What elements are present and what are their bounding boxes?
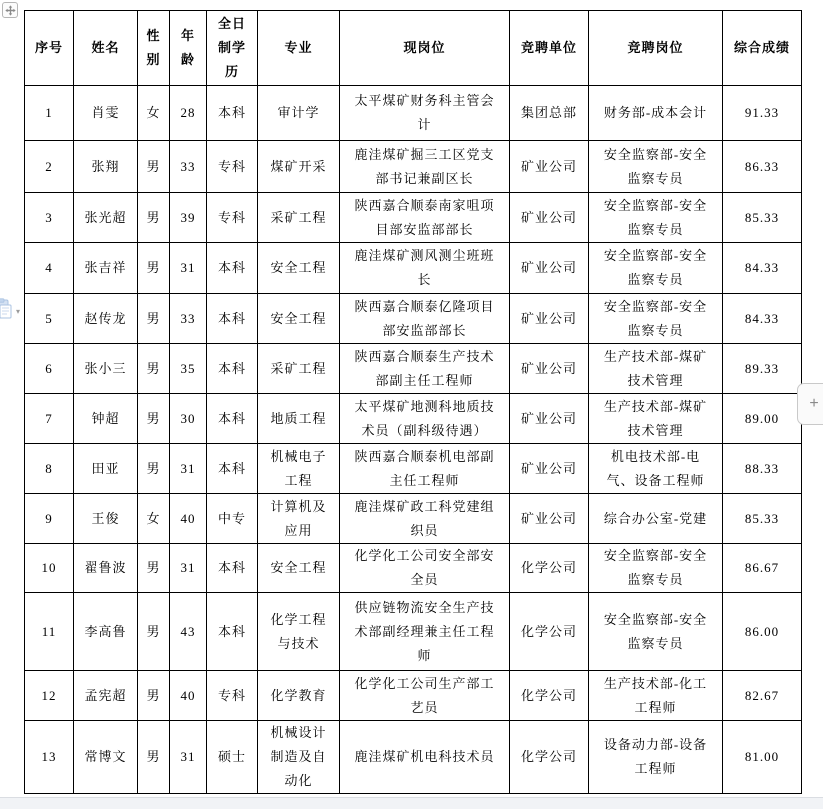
column-header: 专业: [258, 11, 340, 86]
table-cell[interactable]: 陕西嘉合顺泰生产技术部副主任工程师: [340, 344, 510, 394]
table-cell[interactable]: 43: [170, 593, 207, 671]
table-cell[interactable]: 82.67: [723, 671, 802, 721]
table-cell[interactable]: 5: [25, 294, 74, 344]
table-cell[interactable]: 矿业公司: [510, 494, 589, 544]
column-header: 性别: [138, 11, 170, 86]
table-cell[interactable]: 12: [25, 671, 74, 721]
table-cell[interactable]: 89.00: [723, 394, 802, 444]
table-cell[interactable]: 肖雯: [74, 86, 138, 141]
table-cell[interactable]: 男: [138, 394, 170, 444]
table-cell[interactable]: 7: [25, 394, 74, 444]
table-cell[interactable]: 33: [170, 294, 207, 344]
table-row: [25, 193, 802, 243]
table-cell[interactable]: 31: [170, 544, 207, 593]
table-cell[interactable]: 采矿工程: [258, 193, 340, 243]
table-cell[interactable]: 机械设计制造及自动化: [258, 721, 340, 794]
table-cell[interactable]: 40: [170, 671, 207, 721]
table-cell[interactable]: 本科: [207, 294, 258, 344]
table-cell[interactable]: 89.33: [723, 344, 802, 394]
table-cell[interactable]: 本科: [207, 344, 258, 394]
plus-icon: +: [809, 395, 819, 412]
table-cell[interactable]: 陕西嘉合顺泰亿隆项目部安监部部长: [340, 294, 510, 344]
table-cell[interactable]: 1: [25, 86, 74, 141]
table-cell[interactable]: 综合办公室-党建: [589, 494, 723, 544]
table-cell[interactable]: 钟超: [74, 394, 138, 444]
table-cell[interactable]: 男: [138, 444, 170, 494]
table-cell[interactable]: 本科: [207, 593, 258, 671]
table-move-handle[interactable]: [2, 2, 18, 18]
table-cell[interactable]: 88.33: [723, 444, 802, 494]
table-cell[interactable]: 4: [25, 243, 74, 294]
table-cell[interactable]: 31: [170, 243, 207, 294]
table-cell[interactable]: 计算机及应用: [258, 494, 340, 544]
table-row: [25, 344, 802, 394]
table-row: [25, 671, 802, 721]
paste-options-button[interactable]: [0, 298, 20, 325]
table-cell[interactable]: 化学公司: [510, 671, 589, 721]
table-cell[interactable]: 化学公司: [510, 721, 589, 794]
table-cell[interactable]: 财务部-成本会计: [589, 86, 723, 141]
table-row: [25, 544, 802, 593]
table-cell[interactable]: 鹿洼煤矿掘三工区党支部书记兼副区长: [340, 141, 510, 193]
table-row: [25, 444, 802, 494]
column-header: 全日制学历: [207, 11, 258, 86]
table-cell[interactable]: 陕西嘉合顺泰南家咀项目部安监部部长: [340, 193, 510, 243]
table-cell[interactable]: 专科: [207, 671, 258, 721]
table-cell[interactable]: 李高鲁: [74, 593, 138, 671]
table-cell[interactable]: 硕士: [207, 721, 258, 794]
table-cell[interactable]: 84.33: [723, 243, 802, 294]
table-cell[interactable]: 男: [138, 344, 170, 394]
column-header: 竞聘单位: [510, 11, 589, 86]
table-cell[interactable]: 安全监察部-安全监察专员: [589, 243, 723, 294]
table-cell[interactable]: 化学公司: [510, 593, 589, 671]
candidates-table: [24, 10, 802, 794]
table-row: [25, 593, 802, 671]
table-cell[interactable]: 28: [170, 86, 207, 141]
table-cell[interactable]: 安全监察部-安全监察专员: [589, 593, 723, 671]
table-cell[interactable]: 常博文: [74, 721, 138, 794]
table-cell[interactable]: 审计学: [258, 86, 340, 141]
table-cell[interactable]: 化学教育: [258, 671, 340, 721]
table-cell[interactable]: 安全监察部-安全监察专员: [589, 193, 723, 243]
table-cell[interactable]: 13: [25, 721, 74, 794]
table-cell[interactable]: 生产技术部-化工工程师: [589, 671, 723, 721]
table-cell[interactable]: 化学公司: [510, 544, 589, 593]
table-cell[interactable]: 安全工程: [258, 544, 340, 593]
table-cell[interactable]: 鹿洼煤矿测风测尘班班长: [340, 243, 510, 294]
table-cell[interactable]: 鹿洼煤矿机电科技术员: [340, 721, 510, 794]
table-cell[interactable]: 安全监察部-安全监察专员: [589, 544, 723, 593]
table-row: [25, 494, 802, 544]
table-cell[interactable]: 矿业公司: [510, 141, 589, 193]
table-cell[interactable]: 2: [25, 141, 74, 193]
table-cell[interactable]: 11: [25, 593, 74, 671]
table-row: [25, 294, 802, 344]
table-cell[interactable]: 3: [25, 193, 74, 243]
table-cell[interactable]: 生产技术部-煤矿技术管理: [589, 394, 723, 444]
table-cell[interactable]: 9: [25, 494, 74, 544]
table-cell[interactable]: 男: [138, 671, 170, 721]
table-cell[interactable]: 鹿洼煤矿政工科党建组织员: [340, 494, 510, 544]
table-cell[interactable]: 矿业公司: [510, 394, 589, 444]
table-cell[interactable]: 男: [138, 141, 170, 193]
table-row: [25, 721, 802, 794]
table-cell[interactable]: 85.33: [723, 494, 802, 544]
table-cell[interactable]: 女: [138, 494, 170, 544]
table-cell[interactable]: 地质工程: [258, 394, 340, 444]
table-cell[interactable]: 机械电子工程: [258, 444, 340, 494]
table-cell[interactable]: 本科: [207, 243, 258, 294]
table-row: [25, 394, 802, 444]
table-cell[interactable]: 86.67: [723, 544, 802, 593]
table-cell[interactable]: 设备动力部-设备工程师: [589, 721, 723, 794]
table-cell[interactable]: 女: [138, 86, 170, 141]
column-header: 综合成绩: [723, 11, 802, 86]
table-cell[interactable]: 男: [138, 721, 170, 794]
column-header: 序号: [25, 11, 74, 86]
table-header-row: [25, 11, 802, 86]
table-cell[interactable]: 40: [170, 494, 207, 544]
table-row: [25, 141, 802, 193]
table-cell[interactable]: 专科: [207, 141, 258, 193]
table-cell[interactable]: 男: [138, 593, 170, 671]
table-cell[interactable]: 矿业公司: [510, 294, 589, 344]
add-row-button[interactable]: [797, 383, 823, 425]
column-header: 年龄: [170, 11, 207, 86]
table-cell[interactable]: 张光超: [74, 193, 138, 243]
table-cell[interactable]: 陕西嘉合顺泰机电部副主任工程师: [340, 444, 510, 494]
table-row: [25, 86, 802, 141]
table-cell[interactable]: 86.00: [723, 593, 802, 671]
table-cell[interactable]: 84.33: [723, 294, 802, 344]
table-cell[interactable]: 本科: [207, 544, 258, 593]
table-cell[interactable]: 赵传龙: [74, 294, 138, 344]
table-cell[interactable]: 6: [25, 344, 74, 394]
table-cell[interactable]: 安全监察部-安全监察专员: [589, 141, 723, 193]
table-cell[interactable]: 张翔: [74, 141, 138, 193]
table-cell[interactable]: 田亚: [74, 444, 138, 494]
table-cell[interactable]: 33: [170, 141, 207, 193]
column-header: 现岗位: [340, 11, 510, 86]
table-cell[interactable]: 化学化工公司生产部工艺员: [340, 671, 510, 721]
table-cell[interactable]: 本科: [207, 394, 258, 444]
table-cell[interactable]: 供应链物流安全生产技术部副经理兼主任工程师: [340, 593, 510, 671]
table-cell[interactable]: 86.33: [723, 141, 802, 193]
table-row: [25, 243, 802, 294]
table-cell[interactable]: 安全监察部-安全监察专员: [589, 294, 723, 344]
table-cell[interactable]: 矿业公司: [510, 444, 589, 494]
table-cell[interactable]: 8: [25, 444, 74, 494]
table-cell[interactable]: 机电技术部-电气、设备工程师: [589, 444, 723, 494]
clipboard-paste-icon: [0, 298, 13, 325]
table-cell[interactable]: 31: [170, 721, 207, 794]
table-cell[interactable]: 91.33: [723, 86, 802, 141]
table-cell[interactable]: 安全工程: [258, 243, 340, 294]
table-cell[interactable]: 85.33: [723, 193, 802, 243]
table-cell[interactable]: 太平煤矿财务科主管会计: [340, 86, 510, 141]
table-cell[interactable]: 生产技术部-煤矿技术管理: [589, 344, 723, 394]
table-cell[interactable]: 35: [170, 344, 207, 394]
table-cell[interactable]: 30: [170, 394, 207, 444]
table-cell[interactable]: 采矿工程: [258, 344, 340, 394]
table-cell[interactable]: 安全工程: [258, 294, 340, 344]
table-cell[interactable]: 31: [170, 444, 207, 494]
table-cell[interactable]: 中专: [207, 494, 258, 544]
move-arrows-icon: [5, 5, 16, 16]
table-cell[interactable]: 矿业公司: [510, 344, 589, 394]
table-cell[interactable]: 10: [25, 544, 74, 593]
table-cell[interactable]: 男: [138, 193, 170, 243]
table-cell[interactable]: 化学工程与技术: [258, 593, 340, 671]
table-cell[interactable]: 本科: [207, 444, 258, 494]
table-cell[interactable]: 集团总部: [510, 86, 589, 141]
column-header: 姓名: [74, 11, 138, 86]
table-cell[interactable]: 张吉祥: [74, 243, 138, 294]
table-cell[interactable]: 81.00: [723, 721, 802, 794]
chevron-down-icon[interactable]: ▾: [16, 306, 21, 316]
table-cell[interactable]: 39: [170, 193, 207, 243]
table-cell[interactable]: 孟宪超: [74, 671, 138, 721]
table-cell[interactable]: 男: [138, 544, 170, 593]
table-cell[interactable]: 王俊: [74, 494, 138, 544]
table-cell[interactable]: 煤矿开采: [258, 141, 340, 193]
table-cell[interactable]: 翟鲁波: [74, 544, 138, 593]
table-cell[interactable]: 矿业公司: [510, 193, 589, 243]
table-cell[interactable]: 矿业公司: [510, 243, 589, 294]
table-cell[interactable]: 专科: [207, 193, 258, 243]
table-cell[interactable]: 男: [138, 243, 170, 294]
table-cell[interactable]: 张小三: [74, 344, 138, 394]
table-cell[interactable]: 太平煤矿地测科地质技术员（副科级待遇）: [340, 394, 510, 444]
table-cell[interactable]: 化学化工公司安全部安全员: [340, 544, 510, 593]
table-cell[interactable]: 本科: [207, 86, 258, 141]
table-cell[interactable]: 男: [138, 294, 170, 344]
column-header: 竞聘岗位: [589, 11, 723, 86]
horizontal-scrollbar-track[interactable]: [0, 797, 823, 809]
